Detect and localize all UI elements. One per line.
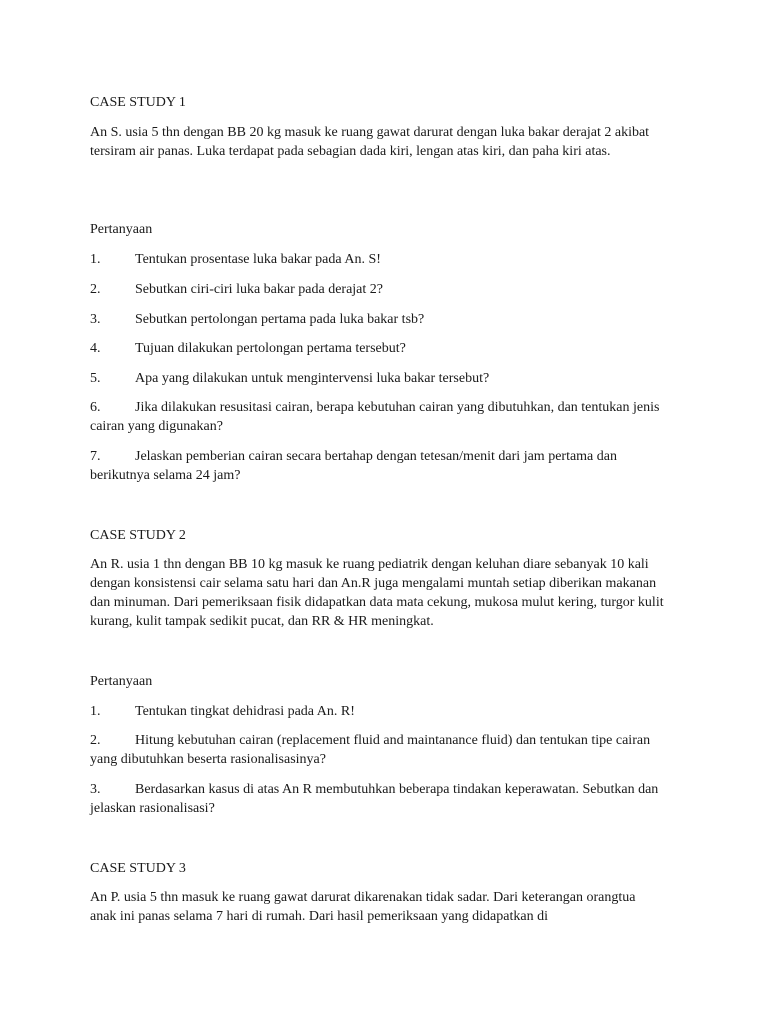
question-text: Tentukan prosentase luka bakar pada An. S! — [135, 252, 381, 267]
case1-question-1 — [90, 250, 680, 269]
paragraph: An R. usia 1 thn dengan BB 10 kg masuk ke ruang pediatrik dengan keluhan diare sebanyak 10 kali dengan konsistensi cair selama satu hari dan An.R juga mengalami muntah setiap diberikan makanan dan minuman. Dari pemeriksaan fisik didapatkan data mata cekung, mukosa mulut kering, turgor kulit kurang, kulit tampak sedikit pucat, dan RR & HR meningkat. — [90, 557, 664, 629]
case-study-2-heading — [90, 526, 680, 545]
case-study-1-heading — [90, 93, 680, 112]
question-text: Sebutkan pertolongan pertama pada luka bakar tsb? — [135, 312, 425, 327]
question-number: 7. — [90, 449, 101, 464]
heading-text: CASE STUDY 3 — [90, 861, 186, 876]
question-number: 2. — [90, 282, 101, 297]
question-number: 3. — [90, 782, 101, 797]
question-text: Jika dilakukan resusitasi cairan, berapa kebutuhan cairan yang dibutuhkan, dan tentukan jenis cairan yang digunakan? — [90, 400, 660, 434]
case2-question-3 — [90, 780, 680, 818]
case2-question-2 — [90, 731, 658, 769]
case1-question-7 — [90, 447, 662, 485]
question-text: Sebutkan ciri-ciri luka bakar pada derajat 2? — [135, 282, 383, 297]
question-text: Hitung kebutuhan cairan (replacement fluid and maintanance fluid) dan tentukan tipe cairan yang dibutuhkan beserta rasionalisasinya? — [90, 733, 651, 767]
section-label: Pertanyaan — [90, 222, 153, 237]
case-study-1-body — [90, 123, 675, 161]
section-label: Pertanyaan — [90, 674, 153, 689]
case-study-3-body — [90, 888, 650, 926]
question-text: Tujuan dilakukan pertolongan pertama tersebut? — [135, 341, 406, 356]
question-text: Berdasarkan kasus di atas An R membutuhkan beberapa tindakan keperawatan. Sebutkan dan jelaskan rasionalisasi? — [90, 782, 659, 816]
heading-text: CASE STUDY 1 — [90, 95, 186, 110]
question-number: 1. — [90, 704, 101, 719]
question-number: 4. — [90, 341, 101, 356]
question-text: Jelaskan pemberian cairan secara bertahap dengan tetesan/menit dari jam pertama dan berikutnya selama 24 jam? — [90, 449, 617, 483]
case1-question-4 — [90, 339, 680, 358]
paragraph: An S. usia 5 thn dengan BB 20 kg masuk ke ruang gawat darurat dengan luka bakar derajat 2 akibat tersiram air panas. Luka terdapat pada sebagian dada kiri, lengan atas kiri, dan paha kiri atas. — [90, 125, 650, 159]
case1-question-5 — [90, 369, 680, 388]
case-study-3-heading — [90, 859, 680, 878]
question-number: 5. — [90, 371, 101, 386]
case-study-2-body — [90, 555, 675, 631]
question-number: 2. — [90, 733, 101, 748]
case2-question-1 — [90, 702, 680, 721]
question-number: 6. — [90, 400, 101, 415]
question-number: 1. — [90, 252, 101, 267]
case-study-2-questions-label — [90, 672, 680, 691]
case1-question-3 — [90, 310, 680, 329]
question-text: Apa yang dilakukan untuk mengintervensi luka bakar tersebut? — [135, 371, 490, 386]
case1-question-2 — [90, 280, 680, 299]
case-study-1-questions-label — [90, 220, 680, 239]
heading-text: CASE STUDY 2 — [90, 528, 186, 543]
paragraph: An P. usia 5 thn masuk ke ruang gawat darurat dikarenakan tidak sadar. Dari keterangan orangtua anak ini panas selama 7 hari di rumah. Dari hasil pemeriksaan yang didapatkan di — [90, 890, 636, 924]
case1-question-6 — [90, 398, 675, 436]
question-text: Tentukan tingkat dehidrasi pada An. R! — [135, 704, 355, 719]
question-number: 3. — [90, 312, 101, 327]
